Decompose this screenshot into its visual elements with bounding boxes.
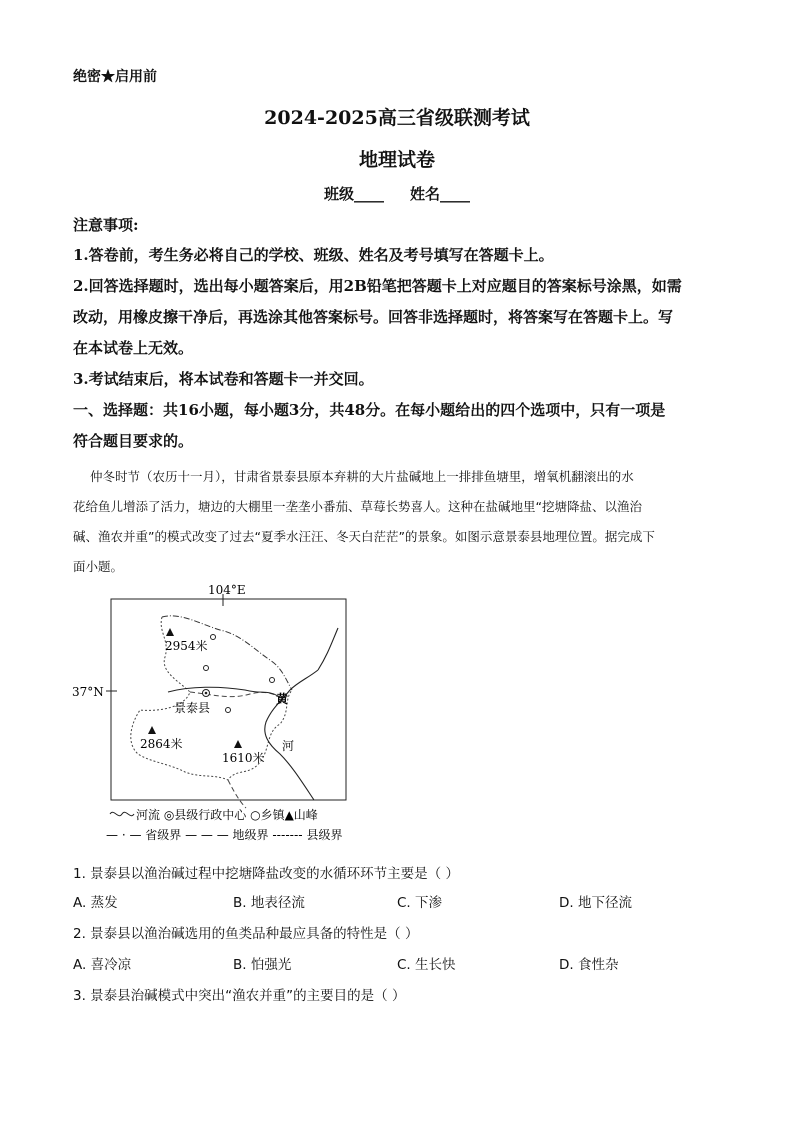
county-boundary — [131, 617, 295, 780]
river-label-he: 河 — [282, 739, 295, 753]
yellow-river-upper — [318, 628, 338, 670]
question-1-option-a[interactable]: A. 蒸发 — [73, 895, 118, 911]
note-item-3: 3.考试结束后，将本试卷和答题卡一并交回。 — [73, 370, 374, 388]
notes-heading: 注意事项: — [73, 216, 139, 234]
county-label: 景泰县 — [174, 701, 211, 715]
river-label-huang: 黄 — [276, 692, 289, 706]
peak-label-3: 1610米 — [222, 751, 265, 765]
passage-line-3: 碱、渔农并重”的模式改变了过去“夏季水汪汪、冬天白茫茫”的景象。如图示意景泰县地理位置。据完成下 — [73, 529, 655, 544]
map-frame — [111, 599, 346, 800]
question-2-stem: 2. 景泰县以渔治碱选用的鱼类品种最应具备的特性是（ ） — [73, 926, 419, 942]
note-item-2-line-3: 在本试卷上无效。 — [73, 339, 194, 357]
legend-river-symbol — [110, 812, 134, 815]
passage-line-1: 仲冬时节（农历十一月），甘肃省景泰县原本弃耕的大片盐碱地上一排排鱼塘里，增氧机翻滚出的水 — [90, 469, 634, 484]
peak-marker-2 — [148, 726, 156, 734]
question-2-option-d[interactable]: D. 食性杂 — [559, 957, 619, 973]
question-1-option-b[interactable]: B. 地表径流 — [233, 895, 305, 911]
town-marker — [204, 666, 209, 671]
longitude-label: 104°E — [208, 583, 246, 597]
question-1-option-c[interactable]: C. 下渗 — [397, 895, 443, 911]
passage-line-2: 花给鱼儿增添了活力，塘边的大棚里一垄垄小番茄、草莓长势喜人。这种在盐碱地里“挖塘降盐、以渔治 — [73, 499, 642, 514]
town-marker — [211, 635, 216, 640]
tributary-river — [168, 687, 278, 696]
question-1-option-d[interactable]: D. 地下径流 — [559, 895, 632, 911]
subject-title: 地理试卷 — [358, 149, 435, 171]
question-2-option-a[interactable]: A. 喜冷凉 — [73, 957, 132, 973]
latitude-label: 37°N — [72, 685, 104, 699]
peak-label-1: 2954米 — [165, 639, 208, 653]
legend-line-2: — · — 省级界 — — — 地级界 ------- 县级界 — [106, 828, 343, 842]
question-2-option-b[interactable]: B. 怕强光 — [233, 957, 292, 973]
county-seat-dot — [205, 692, 208, 695]
confidential-label: 绝密★启用前 — [73, 69, 157, 85]
section-1-heading-line-1: 一、选择题：共16小题，每小题3分，共48分。在每小题给出的四个选项中，只有一项是 — [73, 401, 666, 419]
note-item-2-line-2: 改动，用橡皮擦干净后，再选涂其他答案标号。回答非选择题时，将答案写在答题卡上。写 — [73, 308, 674, 326]
passage-line-4: 面小题。 — [73, 559, 124, 574]
jingtai-location-map — [70, 582, 360, 844]
question-2-option-c[interactable]: C. 生长快 — [397, 957, 456, 973]
map-figure — [70, 582, 360, 844]
class-name-line: 班级____ 姓名____ — [323, 185, 471, 203]
exam-title: 2024-2025高三省级联测考试 — [264, 107, 530, 129]
peak-marker-1 — [166, 628, 174, 636]
section-1-heading-line-2: 符合题目要求的。 — [73, 432, 194, 450]
town-marker — [226, 708, 231, 713]
peak-label-2: 2864米 — [140, 737, 183, 751]
question-1-stem: 1. 景泰县以渔治碱过程中挖塘降盐改变的水循环环节主要是（ ） — [73, 866, 459, 882]
question-3-stem: 3. 景泰县治碱模式中突出“渔农并重”的主要目的是（ ） — [73, 988, 406, 1004]
legend-line-1: 河流 ◎县级行政中心 ○乡镇▲山峰 — [136, 808, 318, 822]
note-item-1: 1.答卷前，考生务必将自己的学校、班级、姓名及考号填写在答题卡上。 — [73, 246, 554, 264]
peak-marker-3 — [234, 740, 242, 748]
town-marker — [270, 678, 275, 683]
note-item-2-line-1: 2.回答选择题时，选出每小题答案后，用2B铅笔把答题卡上对应题目的答案标号涂黑，如需 — [73, 277, 682, 295]
